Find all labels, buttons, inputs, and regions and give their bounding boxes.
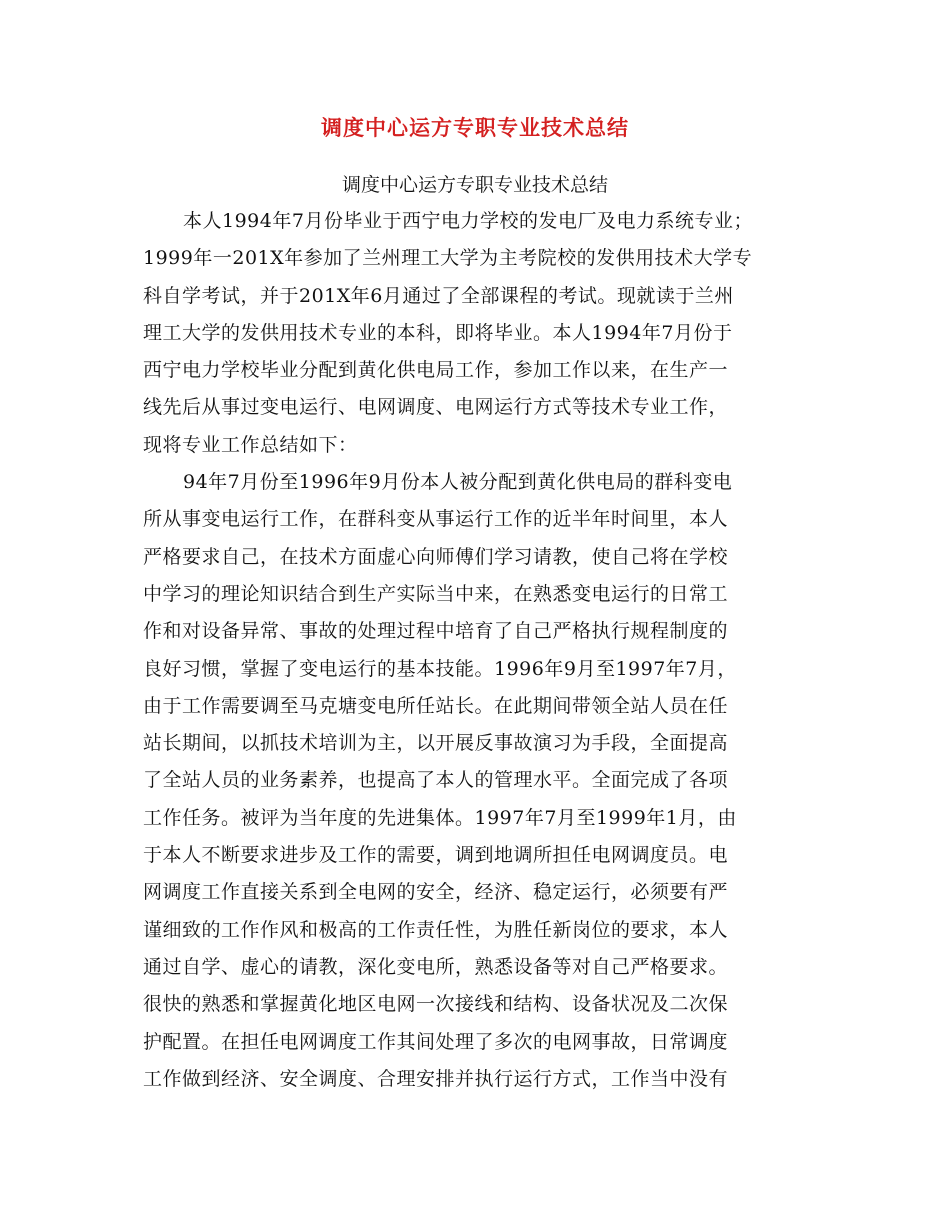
- paragraph-line: 西宁电力学校毕业分配到黄化供电局工作，参加工作以来，在生产一: [143, 359, 729, 382]
- paragraph-line: 工作任务。被评为当年度的先进集体。1997年7月至1999年1月，由: [143, 806, 737, 829]
- paragraph-line: 了全站人员的业务素养，也提高了本人的管理水平。全面完成了各项: [143, 769, 729, 792]
- paragraph-line: 良好习惯，掌握了变电运行的基本技能。1996年9月至1997年7月，: [143, 657, 737, 680]
- paragraph-line: 工作做到经济、安全调度、合理安排并执行运行方式，工作当中没有: [143, 1067, 729, 1090]
- paragraph-line: 作和对设备异常、事故的处理过程中培育了自己严格执行规程制度的: [143, 620, 729, 643]
- document-title: 调度中心运方专职专业技术总结: [321, 115, 629, 140]
- paragraph-line: 现将专业工作总结如下：: [143, 433, 358, 456]
- paragraph-line: 科自学考试，并于201X年6月通过了全部课程的考试。现就读于兰州: [143, 284, 734, 307]
- paragraph-line: 很快的熟悉和掌握黄化地区电网一次接线和结构、设备状况及二次保: [143, 993, 729, 1016]
- paragraph-line: 理工大学的发供用技术专业的本科，即将毕业。本人1994年7月份于: [143, 321, 733, 344]
- paragraph-line: 于本人不断要求进步及工作的需要，调到地调所担任电网调度员。电: [143, 844, 729, 867]
- paragraph-line: 本人1994年7月份毕业于西宁电力学校的发电厂及电力系统专业；: [183, 210, 753, 232]
- paragraph-line: 中学习的理论知识结合到生产实际当中来，在熟悉变电运行的日常工: [143, 582, 729, 605]
- document-body: [143, 203, 807, 1098]
- paragraph-line: 网调度工作直接关系到全电网的安全，经济、稳定运行，必须要有严: [143, 881, 729, 904]
- document-subtitle: 调度中心运方专职专业技术总结: [341, 174, 608, 196]
- paragraph-line: 所从事变电运行工作，在群科变从事运行工作的近半年时间里，本人: [143, 508, 729, 531]
- paragraph-line: 94年7月份至1996年9月份本人被分配到黄化供电局的群科变电: [183, 471, 733, 494]
- paragraph-line: 谨细致的工作作风和极高的工作责任性，为胜任新岗位的要求，本人: [143, 918, 729, 941]
- paragraph-line: 严格要求自己，在技术方面虚心向师傅们学习请教，使自己将在学校: [143, 545, 729, 568]
- paragraph-line: 由于工作需要调至马克塘变电所任站长。在此期间带领全站人员在任: [143, 694, 729, 717]
- paragraph-line: 1999年一201X年参加了兰州理工大学为主考院校的发供用技术大学专: [143, 247, 753, 270]
- paragraph-line: 线先后从事过变电运行、电网调度、电网运行方式等技术专业工作，: [143, 396, 729, 419]
- paragraph-line: 站长期间，以抓技术培训为主，以开展反事故演习为手段，全面提高: [143, 732, 729, 755]
- paragraph-line: 通过自学、虚心的请教，深化变电所，熟悉设备等对自己严格要求。: [143, 955, 729, 978]
- paragraph-line: 护配置。在担任电网调度工作其间处理了多次的电网事故，日常调度: [143, 1030, 729, 1053]
